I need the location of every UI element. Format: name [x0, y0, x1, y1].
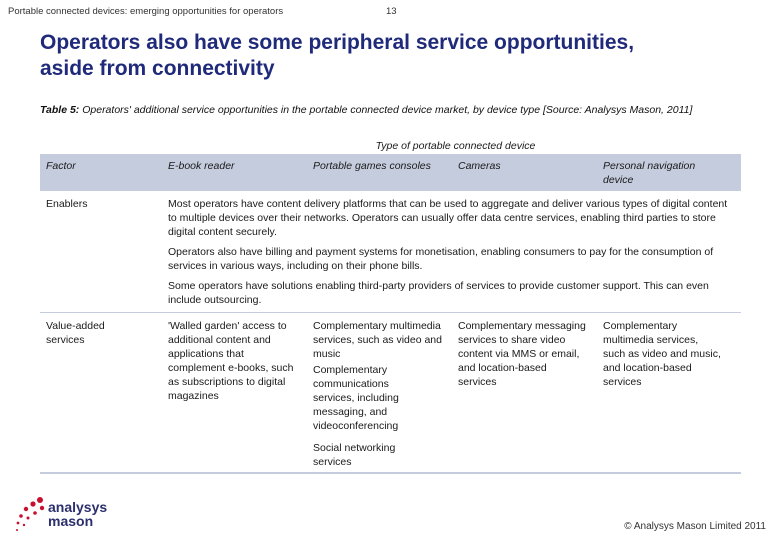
enablers-paragraph-3: Some operators have solutions enabling third-party providers of services to provide customer support. This can even include outsourcing. — [168, 280, 709, 306]
value-added-games-1: Complementary multimedia services, such as video and music — [313, 320, 442, 360]
logo-line-1: analysys — [48, 499, 108, 515]
row-label-value-added: Value-added services — [46, 320, 105, 346]
col-header-games: Portable games consoles — [313, 160, 431, 172]
analysys-mason-logo — [14, 494, 124, 534]
logo-dots-icon — [14, 494, 48, 534]
col-header-ebook: E-book reader — [168, 160, 235, 172]
table-header-row — [40, 154, 741, 190]
table-caption-text: Operators' additional service opportunities in the portable connected device market, by device type [Source: Analysys Mason, 2011] — [82, 104, 693, 116]
copyright-notice: © Analysys Mason Limited 2011 — [624, 521, 766, 532]
col-header-cameras: Cameras — [458, 160, 501, 172]
page-number: 13 — [386, 6, 397, 17]
enablers-paragraph-1: Most operators have content delivery platforms that can be used to aggregate and deliver various types of digital content to multiple devices over their networks. Operators can usually offer data centre services, enabling third parties to store digital content securely. — [168, 198, 728, 238]
slide-title-line-2: aside from connectivity — [40, 57, 275, 80]
value-added-ebook: 'Walled garden' access to additional content and applications that complement e-books, such as subscriptions to digital magazines — [168, 320, 294, 402]
row-label-enablers: Enablers — [46, 198, 88, 210]
logo-line-2: mason — [48, 513, 94, 529]
table-caption — [40, 103, 740, 117]
col-header-pnd: Personal navigation device — [603, 160, 696, 186]
slide-title-line-1: Operators also have some peripheral service opportunities, — [40, 31, 635, 54]
table-caption-label: Table 5: — [40, 104, 80, 116]
slide-title — [40, 30, 760, 82]
opportunities-table — [40, 134, 741, 474]
value-added-games-2: Complementary communications services, including messaging, and videoconferencing — [313, 364, 399, 432]
col-header-factor: Factor — [46, 160, 76, 172]
logo-wordmark — [48, 500, 107, 528]
document-title: Portable connected devices: emerging opportunities for operators — [8, 6, 284, 17]
value-added-games-3: Social networking services — [313, 442, 396, 468]
value-added-pnd: Complementary multimedia services, such as video and music, and location-based services — [603, 320, 721, 388]
value-added-cameras: Complementary messaging services to share video content via MMS or email, and location-based services — [458, 320, 586, 388]
table-row-enablers — [40, 190, 741, 312]
table-row-value-added — [40, 312, 741, 474]
enablers-paragraph-2: Operators also have billing and payment systems for monetisation, enabling consumers to pay for the consumption of services in various ways, including on their phone bills. — [168, 246, 714, 272]
group-header: Type of portable connected device — [375, 140, 536, 152]
